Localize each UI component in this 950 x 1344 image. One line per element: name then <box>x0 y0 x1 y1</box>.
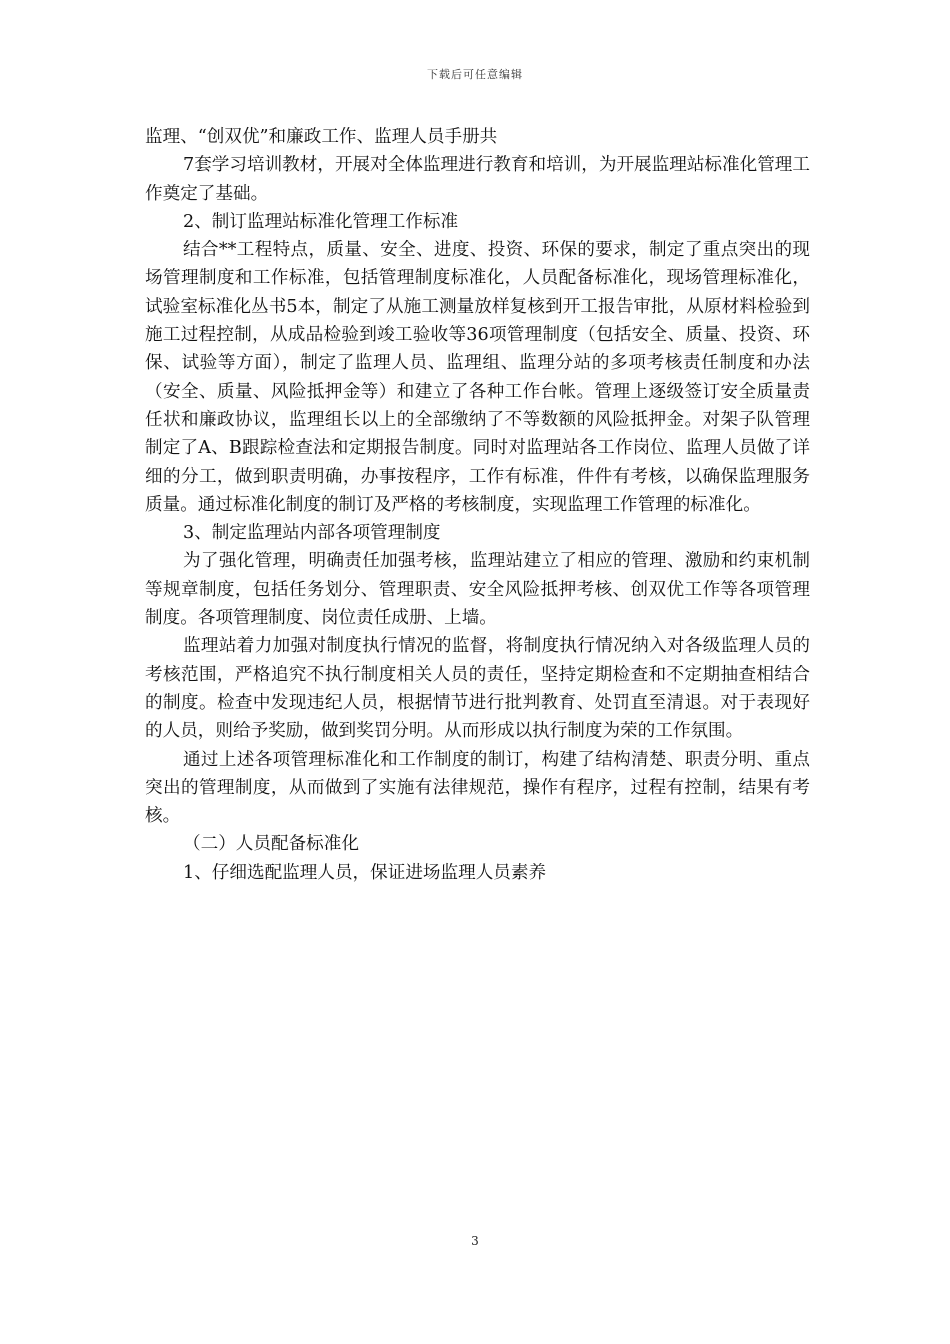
paragraph-4: 为了强化管理，明确责任加强考核，监理站建立了相应的管理、激励和约束机制等规章制度，包括任务划分、管理职责、安全风险抵押考核、创双优工作等各项管理制度。各项管理制度、岗位责任成册、上墙。 <box>145 551 810 629</box>
paragraph-2: 7套学习培训教材，开展对全体监理进行教育和培训，为开展监理站标准化管理工作奠定了基础。 <box>145 155 810 204</box>
section-heading-3: 3、制定监理站内部各项管理制度 <box>183 523 441 544</box>
paragraph-3: 结合**工程特点，质量、安全、进度、投资、环保的要求，制定了重点突出的现场管理制度和工作标准，包括管理制度标准化，人员配备标准化，现场管理标准化，试验室标准化丛书5本，制定了从施工测量放样复核到开工报告审批，从原材料检验到施工过程控制，从成品检验到竣工验收等36项管理制度（包括安全、质量、投资、环保、试验等方面），制定了监理人员、监理组、监理分站的多项考核责任制度和办法（安全、质量、风险抵押金等）和建立了各种工作台帐。管理上逐级签订安全质量责任状和廉政协议，监理组长以上的全部缴纳了不等数额的风险抵押金。对架子队管理制定了A、B跟踪检查法和定期报告制度。同时对监理站各工作岗位、监理人员做了详细的分工，做到职责明确，办事按程序，工作有标准，件件有考核，以确保监理服务质量。通过标准化制度的制订及严格的考核制度，实现监理工作管理的标准化。 <box>145 240 810 515</box>
paragraph-6: 通过上述各项管理标准化和工作制度的制订，构建了结构清楚、职责分明、重点突出的管理制度，从而做到了实施有法律规范，操作有程序，过程有控制，结果有考核。 <box>145 749 810 827</box>
paragraph-1: 监理、“创双优”和廉政工作、监理人员手册共 <box>145 127 498 147</box>
section-heading-staffing-1: 1、仔细选配监理人员，保证进场监理人员素养 <box>183 862 547 883</box>
section-heading-staffing: （二）人员配备标准化 <box>183 834 359 855</box>
page-number: 3 <box>471 1234 479 1248</box>
page-header: 下载后可任意编辑 <box>427 68 523 81</box>
section-heading-2: 2、制订监理站标准化管理工作标准 <box>183 211 459 232</box>
paragraph-5: 监理站着力加强对制度执行情况的监督，将制度执行情况纳入对各级监理人员的考核范围，严格追究不执行制度相关人员的责任，坚持定期检查和不定期抽查相结合的制度。检查中发现违纪人员，根据情节进行批判教育、处罚直至清退。对于表现好的人员，则给予奖励，做到奖罚分明。从而形成以执行制度为荣的工作氛围。 <box>145 636 810 742</box>
document-body <box>145 123 810 887</box>
